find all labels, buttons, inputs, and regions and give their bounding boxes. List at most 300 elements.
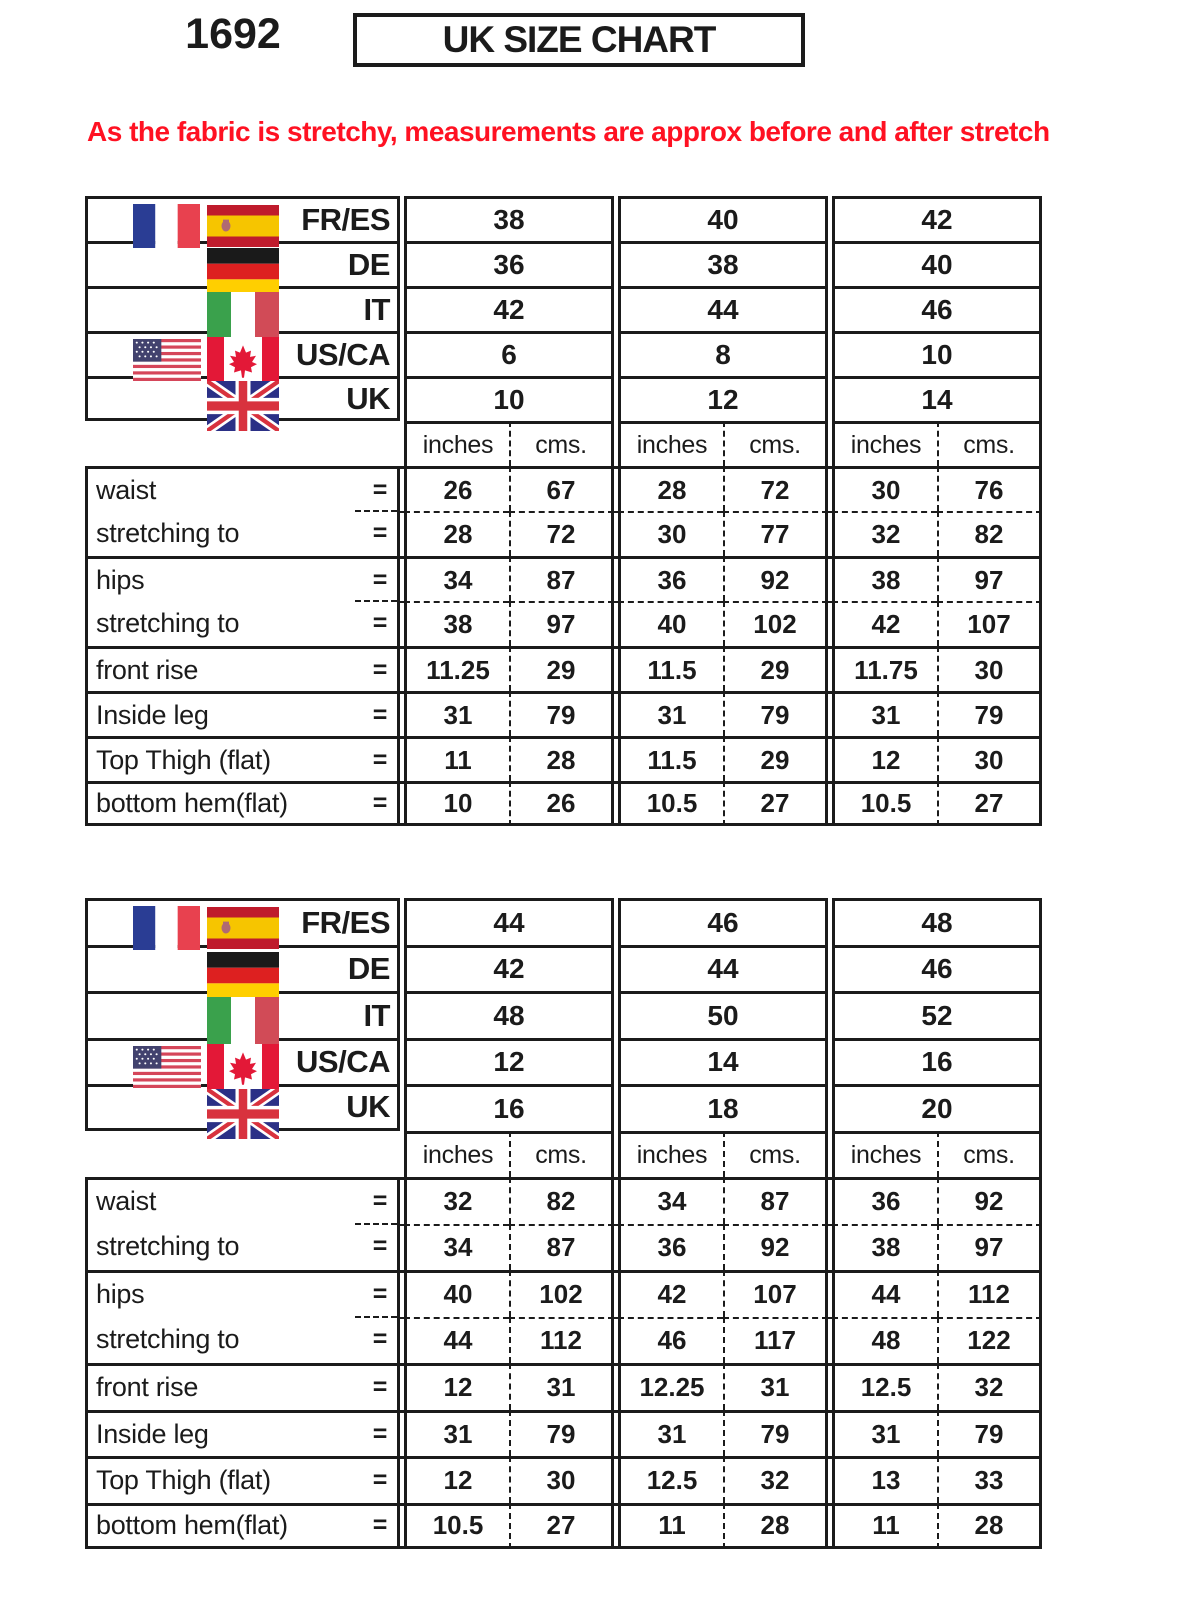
value-inches: 36	[618, 1224, 723, 1271]
equals-sign: =	[372, 745, 387, 774]
table-gap	[400, 1084, 404, 1131]
value-cms: 79	[723, 1410, 828, 1457]
value-inches: 30	[618, 511, 723, 556]
table-gap	[614, 991, 618, 1038]
pair-dash-separator	[355, 600, 397, 602]
measurement-name: Top Thigh (flat)	[96, 744, 271, 775]
table-gap	[828, 691, 832, 736]
value-cms: 79	[937, 1410, 1042, 1457]
size-table-1	[85, 196, 1043, 826]
canada-flag-icon	[207, 1044, 279, 1092]
table-gap	[400, 466, 404, 511]
value-cms: 87	[723, 1177, 828, 1224]
table-gap	[400, 331, 404, 376]
units-label-inches: inches	[404, 1131, 509, 1178]
value-cms: 102	[509, 1270, 614, 1317]
size-value: 42	[404, 945, 614, 992]
size-row-label	[85, 991, 400, 1038]
value-inches: 46	[618, 1317, 723, 1364]
measurement-name: stretching to	[96, 608, 240, 638]
table-gap	[400, 1131, 404, 1178]
value-inches: 31	[618, 691, 723, 736]
value-inches: 10	[404, 781, 509, 826]
value-inches: 28	[618, 466, 723, 511]
table-gap	[828, 331, 832, 376]
table-gap	[828, 1084, 832, 1131]
table-gap	[828, 601, 832, 646]
table-gap	[828, 421, 832, 466]
size-value: 38	[404, 196, 614, 241]
size-row-label	[85, 1038, 400, 1085]
france-flag-icon	[133, 204, 200, 248]
size-row-label	[85, 1084, 400, 1131]
table-gap	[400, 691, 404, 736]
table-gap	[614, 691, 618, 736]
size-table-2	[85, 898, 1043, 1549]
canada-flag-icon	[207, 337, 279, 385]
size-value: 42	[404, 286, 614, 331]
size-value: 50	[618, 991, 828, 1038]
measurement-name: bottom hem(flat)	[96, 788, 288, 818]
measurement-name: hips	[96, 564, 145, 595]
equals-sign: =	[372, 789, 387, 817]
measurement-label-cell	[85, 1270, 400, 1317]
value-cms: 72	[509, 511, 614, 556]
measurement-name: stretching to	[96, 1324, 240, 1355]
measurement-label-cell	[85, 1317, 400, 1364]
size-value: 44	[404, 898, 614, 945]
value-inches: 38	[404, 601, 509, 646]
size-value: 6	[404, 331, 614, 376]
units-label-inches: inches	[832, 1131, 937, 1178]
size-value: 44	[618, 945, 828, 992]
measurement-name: hips	[96, 1279, 145, 1310]
table-gap	[828, 1131, 832, 1178]
units-label-inches: inches	[832, 421, 937, 466]
table-gap	[828, 196, 832, 241]
stretch-note: As the fabric is stretchy, measurements are approx before and after stretch	[87, 116, 1050, 147]
table-gap	[400, 898, 404, 945]
table-gap	[828, 1363, 832, 1410]
table-gap	[400, 1503, 404, 1550]
table-gap	[400, 1177, 404, 1224]
value-inches: 36	[618, 556, 723, 601]
value-inches: 34	[618, 1177, 723, 1224]
size-value: 14	[618, 1038, 828, 1085]
measurement-name: Inside leg	[96, 1418, 209, 1449]
value-inches: 32	[404, 1177, 509, 1224]
equals-sign: =	[372, 1373, 387, 1402]
equals-sign: =	[372, 1466, 387, 1495]
measurement-label-cell	[85, 1410, 400, 1457]
value-inches: 40	[618, 601, 723, 646]
equals-sign: =	[372, 1419, 387, 1448]
measurement-name: front rise	[96, 654, 199, 685]
spain-flag-icon	[207, 907, 279, 949]
units-label-cms: cms.	[937, 421, 1042, 466]
value-cms: 107	[723, 1270, 828, 1317]
equals-sign: =	[372, 1511, 387, 1540]
units-label-cms: cms.	[509, 1131, 614, 1178]
table-gap	[400, 241, 404, 286]
size-value: 18	[618, 1084, 828, 1131]
table-gap	[400, 1317, 404, 1364]
value-cms: 97	[937, 556, 1042, 601]
value-cms: 77	[723, 511, 828, 556]
measurement-name: stretching to	[96, 1231, 240, 1262]
table-gap	[400, 1410, 404, 1457]
value-cms: 97	[937, 1224, 1042, 1271]
measurement-label-cell	[85, 1177, 400, 1224]
value-cms: 102	[723, 601, 828, 646]
table-gap	[614, 1084, 618, 1131]
spain-flag-icon	[207, 205, 279, 247]
size-value: 16	[404, 1084, 614, 1131]
table-gap	[614, 736, 618, 781]
value-cms: 30	[937, 646, 1042, 691]
measurement-label-cell	[85, 601, 400, 646]
table-gap	[828, 736, 832, 781]
pair-dash-separator	[355, 1316, 397, 1318]
value-cms: 31	[509, 1363, 614, 1410]
table-gap	[400, 945, 404, 992]
units-label-cms: cms.	[723, 1131, 828, 1178]
table-gap	[828, 511, 832, 556]
measurement-name: Inside leg	[96, 699, 209, 730]
value-inches: 31	[832, 691, 937, 736]
value-inches: 38	[832, 556, 937, 601]
value-cms: 72	[723, 466, 828, 511]
value-inches: 12	[832, 736, 937, 781]
size-system-label: UK	[346, 380, 390, 416]
size-system-label: UK	[346, 1089, 390, 1125]
value-cms: 32	[937, 1363, 1042, 1410]
equals-sign: =	[372, 1280, 387, 1309]
table-gap	[400, 781, 404, 826]
table-gap	[614, 945, 618, 992]
size-system-label: FR/ES	[301, 202, 390, 237]
value-inches: 10.5	[618, 781, 723, 826]
size-value: 46	[832, 286, 1042, 331]
measurement-name: front rise	[96, 1372, 199, 1403]
measurement-label-cell	[85, 646, 400, 691]
table-gap	[828, 991, 832, 1038]
table-gap	[828, 1410, 832, 1457]
size-system-label: IT	[363, 292, 390, 327]
table-gap	[828, 1317, 832, 1364]
measurement-name: waist	[96, 474, 157, 505]
size-row-label	[85, 286, 400, 331]
value-inches: 10.5	[832, 781, 937, 826]
size-system-label: US/CA	[296, 337, 390, 372]
value-inches: 13	[832, 1456, 937, 1503]
table-gap	[828, 1224, 832, 1271]
table-gap	[828, 1270, 832, 1317]
table-gap	[828, 466, 832, 511]
table-gap	[614, 1317, 618, 1364]
measurement-label-cell	[85, 736, 400, 781]
table-gap	[614, 1503, 618, 1550]
measurement-label-cell	[85, 781, 400, 826]
size-value: 48	[404, 991, 614, 1038]
size-value: 44	[618, 286, 828, 331]
value-inches: 32	[832, 511, 937, 556]
table-gap	[828, 376, 832, 421]
germany-flag-icon	[207, 952, 279, 999]
table-gap	[828, 1503, 832, 1550]
table-gap	[400, 511, 404, 556]
usa-flag-icon	[133, 339, 201, 381]
size-value: 8	[618, 331, 828, 376]
table-gap	[614, 1224, 618, 1271]
value-inches: 11.25	[404, 646, 509, 691]
value-inches: 34	[404, 556, 509, 601]
value-cms: 29	[723, 736, 828, 781]
size-value: 40	[618, 196, 828, 241]
value-cms: 112	[937, 1270, 1042, 1317]
size-value: 10	[832, 331, 1042, 376]
value-inches: 48	[832, 1317, 937, 1364]
value-cms: 28	[723, 1503, 828, 1550]
value-inches: 12.25	[618, 1363, 723, 1410]
italy-flag-icon	[207, 997, 279, 1044]
units-label-cms: cms.	[937, 1131, 1042, 1178]
value-inches: 11.75	[832, 646, 937, 691]
value-cms: 79	[723, 691, 828, 736]
value-cms: 92	[723, 1224, 828, 1271]
units-label-cms: cms.	[723, 421, 828, 466]
value-inches: 26	[404, 466, 509, 511]
value-inches: 36	[832, 1177, 937, 1224]
value-cms: 79	[509, 1410, 614, 1457]
table-gap	[400, 736, 404, 781]
value-cms: 92	[723, 556, 828, 601]
value-cms: 29	[509, 646, 614, 691]
equals-sign: =	[372, 1187, 387, 1216]
size-value: 20	[832, 1084, 1042, 1131]
value-cms: 30	[509, 1456, 614, 1503]
size-row-label	[85, 196, 400, 241]
pair-dash-separator	[355, 510, 397, 512]
table-gap	[828, 898, 832, 945]
value-inches: 12	[404, 1456, 509, 1503]
table-gap	[614, 511, 618, 556]
table-gap	[828, 556, 832, 601]
value-inches: 11.5	[618, 736, 723, 781]
value-cms: 30	[937, 736, 1042, 781]
value-inches: 11.5	[618, 646, 723, 691]
value-inches: 42	[618, 1270, 723, 1317]
value-inches: 44	[404, 1317, 509, 1364]
value-cms: 27	[723, 781, 828, 826]
value-cms: 82	[937, 511, 1042, 556]
value-inches: 38	[832, 1224, 937, 1271]
measurement-label-cell	[85, 1363, 400, 1410]
units-label-inches: inches	[618, 1131, 723, 1178]
table-gap	[614, 331, 618, 376]
italy-flag-icon	[207, 292, 279, 339]
uk-flag-icon	[207, 381, 279, 431]
equals-sign: =	[372, 700, 387, 729]
value-cms: 82	[509, 1177, 614, 1224]
table-gap	[614, 1363, 618, 1410]
measurement-name: stretching to	[96, 518, 240, 548]
france-flag-icon	[133, 906, 200, 950]
value-cms: 117	[723, 1317, 828, 1364]
size-system-label: DE	[347, 247, 390, 282]
size-system-label: US/CA	[296, 1044, 390, 1080]
usa-flag-icon	[133, 1046, 201, 1088]
value-cms: 107	[937, 601, 1042, 646]
value-cms: 26	[509, 781, 614, 826]
measurement-label-cell	[85, 1224, 400, 1271]
table-gap	[614, 646, 618, 691]
measurement-name: Top Thigh (flat)	[96, 1465, 271, 1496]
table-gap	[400, 556, 404, 601]
table-gap	[614, 1038, 618, 1085]
table-gap	[614, 376, 618, 421]
size-row-label	[85, 376, 400, 421]
value-cms: 31	[723, 1363, 828, 1410]
value-inches: 31	[404, 1410, 509, 1457]
value-cms: 76	[937, 466, 1042, 511]
equals-sign: =	[372, 1325, 387, 1354]
measurement-label-cell	[85, 466, 400, 511]
equals-sign: =	[372, 655, 387, 684]
table-gap	[614, 286, 618, 331]
value-cms: 28	[509, 736, 614, 781]
table-gap	[614, 1177, 618, 1224]
value-cms: 27	[509, 1503, 614, 1550]
table-gap	[400, 1224, 404, 1271]
table-gap	[828, 945, 832, 992]
table-gap	[400, 1456, 404, 1503]
value-inches: 12.5	[832, 1363, 937, 1410]
size-value: 46	[618, 898, 828, 945]
table-gap	[614, 1131, 618, 1178]
equals-sign: =	[372, 475, 387, 504]
table-gap	[614, 1456, 618, 1503]
pair-dash-separator	[355, 1223, 397, 1225]
size-value: 40	[832, 241, 1042, 286]
size-system-label: FR/ES	[301, 904, 390, 940]
size-value: 36	[404, 241, 614, 286]
equals-sign: =	[372, 1232, 387, 1261]
equals-sign: =	[372, 519, 387, 547]
measurement-name: waist	[96, 1186, 157, 1217]
size-value: 14	[832, 376, 1042, 421]
equals-sign: =	[372, 565, 387, 594]
value-inches: 12	[404, 1363, 509, 1410]
table-gap	[614, 241, 618, 286]
equals-sign: =	[372, 609, 387, 637]
table-gap	[828, 781, 832, 826]
value-cms: 97	[509, 601, 614, 646]
value-inches: 44	[832, 1270, 937, 1317]
value-inches: 31	[404, 691, 509, 736]
table-gap	[400, 601, 404, 646]
table-gap	[614, 421, 618, 466]
value-cms: 87	[509, 1224, 614, 1271]
value-inches: 30	[832, 466, 937, 511]
table-gap	[614, 781, 618, 826]
size-value: 12	[618, 376, 828, 421]
value-cms: 33	[937, 1456, 1042, 1503]
size-value: 46	[832, 945, 1042, 992]
table-gap	[400, 421, 404, 466]
size-system-label: DE	[347, 951, 390, 987]
value-inches: 11	[618, 1503, 723, 1550]
table-gap	[614, 1270, 618, 1317]
value-cms: 122	[937, 1317, 1042, 1364]
size-value: 12	[404, 1038, 614, 1085]
value-inches: 11	[832, 1503, 937, 1550]
germany-flag-icon	[207, 248, 279, 295]
units-label-inches: inches	[618, 421, 723, 466]
product-code: 1692	[185, 10, 281, 58]
size-value: 10	[404, 376, 614, 421]
size-value: 42	[832, 196, 1042, 241]
measurement-name: bottom hem(flat)	[96, 1510, 288, 1541]
measurement-label-cell	[85, 1503, 400, 1550]
table-gap	[400, 1363, 404, 1410]
value-inches: 28	[404, 511, 509, 556]
size-value: 16	[832, 1038, 1042, 1085]
value-inches: 40	[404, 1270, 509, 1317]
table-gap	[828, 1177, 832, 1224]
units-label-cms: cms.	[509, 421, 614, 466]
page-title: UK SIZE CHART	[442, 19, 716, 60]
value-cms: 92	[937, 1177, 1042, 1224]
size-row-label	[85, 945, 400, 992]
value-inches: 31	[832, 1410, 937, 1457]
table-gap	[828, 1038, 832, 1085]
table-gap	[828, 286, 832, 331]
table-gap	[828, 646, 832, 691]
units-label-inches: inches	[404, 421, 509, 466]
table-gap	[614, 601, 618, 646]
measurement-label-cell	[85, 556, 400, 601]
value-cms: 87	[509, 556, 614, 601]
table-gap	[400, 1038, 404, 1085]
value-inches: 12.5	[618, 1456, 723, 1503]
value-inches: 34	[404, 1224, 509, 1271]
table-gap	[614, 556, 618, 601]
measurement-label-cell	[85, 691, 400, 736]
value-cms: 27	[937, 781, 1042, 826]
value-cms: 29	[723, 646, 828, 691]
value-cms: 67	[509, 466, 614, 511]
title-box	[353, 13, 805, 67]
value-cms: 79	[937, 691, 1042, 736]
size-row-label	[85, 898, 400, 945]
value-cms: 28	[937, 1503, 1042, 1550]
value-cms: 79	[509, 691, 614, 736]
measurement-label-cell	[85, 511, 400, 556]
table-gap	[828, 241, 832, 286]
uk-flag-icon	[207, 1089, 279, 1139]
value-cms: 112	[509, 1317, 614, 1364]
table-gap	[400, 376, 404, 421]
table-gap	[400, 196, 404, 241]
size-value: 48	[832, 898, 1042, 945]
measurement-label-cell	[85, 1456, 400, 1503]
table-gap	[828, 1456, 832, 1503]
value-inches: 11	[404, 736, 509, 781]
value-inches: 10.5	[404, 1503, 509, 1550]
value-inches: 42	[832, 601, 937, 646]
table-gap	[400, 991, 404, 1038]
